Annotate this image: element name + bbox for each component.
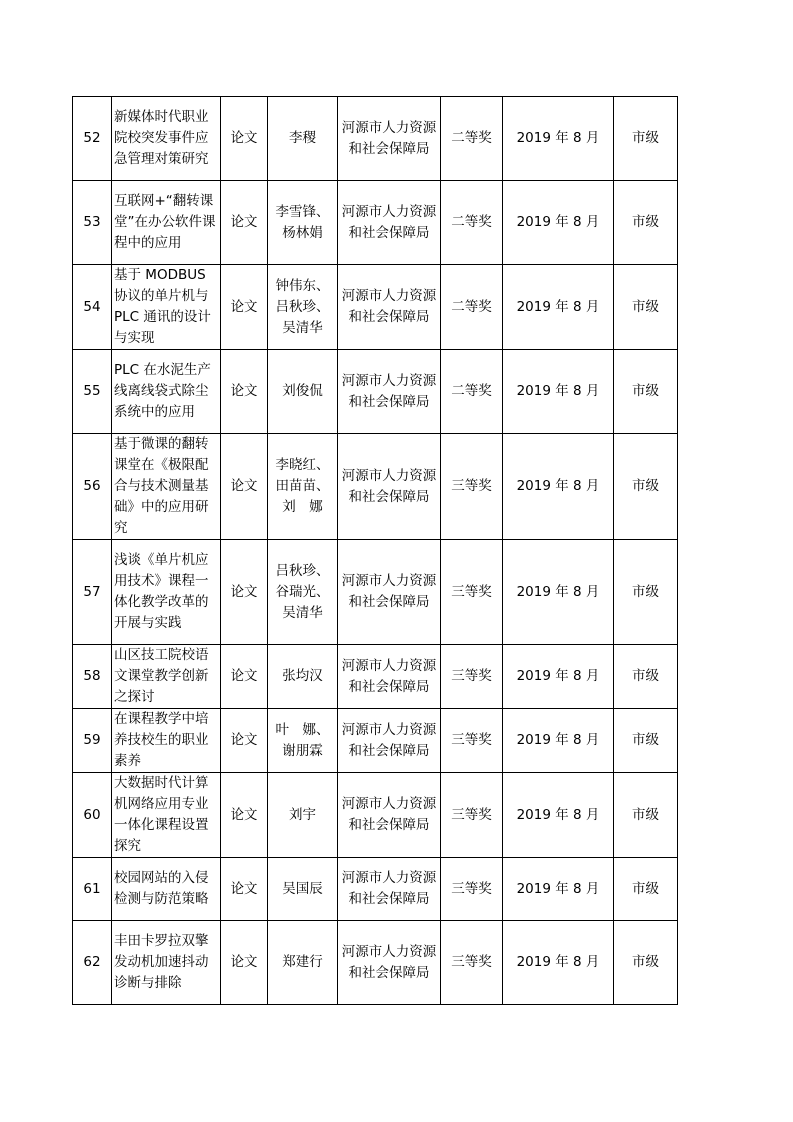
paper-title: 基于微课的翻转课堂在《极限配合与技术测量基础》中的应用研究 — [114, 436, 209, 536]
authors-cell — [268, 181, 338, 265]
row-number: 60 — [83, 806, 101, 823]
work-type: 论文 — [230, 214, 258, 230]
issuing-organization-cell — [338, 434, 441, 540]
paper-title-cell — [112, 265, 221, 350]
issuing-organization-cell — [338, 97, 441, 181]
paper-title-cell — [112, 645, 221, 709]
award-scope: 市级 — [632, 583, 659, 600]
work-type-cell — [221, 350, 268, 434]
table-row — [73, 540, 678, 645]
row-number-cell — [73, 921, 112, 1005]
award-scope-cell — [614, 265, 678, 350]
row-number-cell — [73, 181, 112, 265]
authors: 钟伟东、吕秋珍、吴清华 — [275, 277, 330, 336]
paper-title-cell — [112, 181, 221, 265]
award-date: 2019 年 8 月 — [516, 130, 600, 146]
award-date-cell — [503, 858, 614, 921]
issuing-organization: 河源市人力资源和社会保障局 — [341, 796, 437, 833]
issuing-organization: 河源市人力资源和社会保障局 — [341, 467, 437, 505]
work-type-cell — [221, 181, 268, 265]
row-number: 62 — [83, 954, 101, 970]
issuing-organization-cell — [338, 265, 441, 350]
award-date-cell — [503, 709, 614, 773]
authors: 刘宇 — [289, 806, 316, 823]
award-date-cell — [503, 97, 614, 181]
authors-cell — [268, 645, 338, 709]
award-scope-cell — [614, 181, 678, 265]
paper-title: 山区技工院校语文课堂教学创新之探讨 — [114, 647, 209, 705]
work-type: 论文 — [230, 732, 258, 748]
authors: 李晓红、田苗苗、刘 娜 — [275, 457, 330, 515]
row-number-cell — [73, 645, 112, 709]
paper-title: 在课程教学中培养技校生的职业素养 — [114, 711, 209, 769]
paper-title-cell — [112, 97, 221, 181]
issuing-organization-cell — [338, 540, 441, 645]
award-scope-cell — [614, 350, 678, 434]
issuing-organization: 河源市人力资源和社会保障局 — [341, 573, 437, 610]
award-date-cell — [503, 773, 614, 858]
authors: 张均汉 — [282, 668, 323, 684]
authors-cell — [268, 773, 338, 858]
award-level: 三等奖 — [451, 732, 492, 748]
award-scope-cell — [614, 540, 678, 645]
awards-table-body — [73, 97, 678, 1005]
award-level: 三等奖 — [451, 583, 492, 600]
award-level-cell — [441, 434, 503, 540]
award-scope-cell — [614, 97, 678, 181]
work-type-cell — [221, 858, 268, 921]
award-level: 三等奖 — [451, 880, 492, 897]
row-number-cell — [73, 350, 112, 434]
award-date: 2019 年 8 月 — [516, 383, 600, 399]
issuing-organization-cell — [338, 773, 441, 858]
award-date-cell — [503, 181, 614, 265]
award-date: 2019 年 8 月 — [516, 806, 600, 823]
award-level-cell — [441, 540, 503, 645]
award-date: 2019 年 8 月 — [516, 954, 600, 970]
authors: 叶 娜、谢朋霖 — [275, 721, 330, 759]
award-level: 二等奖 — [451, 298, 492, 315]
row-number-cell — [73, 540, 112, 645]
authors: 吴国辰 — [282, 880, 323, 897]
issuing-organization: 河源市人力资源和社会保障局 — [341, 372, 437, 410]
paper-title: 新媒体时代职业院校突发事件应急管理对策研究 — [114, 109, 209, 167]
award-scope: 市级 — [632, 478, 659, 494]
award-date-cell — [503, 645, 614, 709]
award-level: 二等奖 — [451, 383, 492, 399]
work-type-cell — [221, 265, 268, 350]
table-row — [73, 181, 678, 265]
authors: 吕秋珍、谷瑞光、吴清华 — [275, 562, 330, 621]
award-scope: 市级 — [632, 732, 659, 748]
award-level-cell — [441, 773, 503, 858]
table-row — [73, 709, 678, 773]
award-date-cell — [503, 921, 614, 1005]
work-type-cell — [221, 540, 268, 645]
issuing-organization: 河源市人力资源和社会保障局 — [341, 943, 437, 981]
work-type: 论文 — [230, 298, 258, 315]
work-type: 论文 — [230, 583, 258, 600]
award-level-cell — [441, 858, 503, 921]
paper-title-cell — [112, 709, 221, 773]
work-type-cell — [221, 773, 268, 858]
authors: 刘俊侃 — [282, 383, 323, 399]
award-level: 二等奖 — [451, 214, 492, 230]
table-row — [73, 858, 678, 921]
paper-title-cell — [112, 350, 221, 434]
award-level: 二等奖 — [451, 130, 492, 146]
award-date-cell — [503, 434, 614, 540]
row-number-cell — [73, 709, 112, 773]
award-date: 2019 年 8 月 — [516, 732, 600, 748]
award-level-cell — [441, 921, 503, 1005]
issuing-organization: 河源市人力资源和社会保障局 — [341, 657, 437, 695]
award-scope-cell — [614, 773, 678, 858]
row-number: 53 — [83, 214, 101, 230]
paper-title-cell — [112, 434, 221, 540]
issuing-organization-cell — [338, 858, 441, 921]
award-date-cell — [503, 540, 614, 645]
work-type-cell — [221, 709, 268, 773]
authors-cell — [268, 265, 338, 350]
award-date: 2019 年 8 月 — [516, 214, 600, 230]
award-scope: 市级 — [632, 214, 659, 230]
award-date: 2019 年 8 月 — [516, 298, 600, 315]
issuing-organization-cell — [338, 350, 441, 434]
issuing-organization: 河源市人力资源和社会保障局 — [341, 721, 437, 759]
award-date: 2019 年 8 月 — [516, 668, 600, 684]
table-row — [73, 97, 678, 181]
table-row — [73, 434, 678, 540]
award-level: 三等奖 — [451, 954, 492, 970]
issuing-organization: 河源市人力资源和社会保障局 — [341, 203, 437, 241]
award-scope-cell — [614, 709, 678, 773]
work-type: 论文 — [230, 130, 258, 146]
work-type: 论文 — [230, 954, 258, 970]
award-level: 三等奖 — [451, 806, 492, 823]
row-number: 54 — [83, 298, 101, 315]
award-level: 三等奖 — [451, 668, 492, 684]
row-number: 61 — [83, 880, 101, 897]
issuing-organization-cell — [338, 181, 441, 265]
awards-table — [72, 96, 678, 1005]
issuing-organization: 河源市人力资源和社会保障局 — [341, 870, 437, 907]
award-date: 2019 年 8 月 — [516, 583, 600, 600]
work-type-cell — [221, 645, 268, 709]
row-number: 56 — [83, 478, 101, 494]
paper-title: 浅谈《单片机应用技术》课程一体化教学改革的开展与实践 — [114, 552, 209, 631]
work-type: 论文 — [230, 806, 258, 823]
award-scope: 市级 — [632, 954, 659, 970]
work-type-cell — [221, 921, 268, 1005]
paper-title: 大数据时代计算机网络应用专业一体化课程设置探究 — [114, 775, 209, 854]
award-level-cell — [441, 350, 503, 434]
table-row — [73, 921, 678, 1005]
row-number: 57 — [83, 583, 101, 600]
award-level-cell — [441, 645, 503, 709]
work-type: 论文 — [230, 668, 258, 684]
award-date-cell — [503, 350, 614, 434]
row-number-cell — [73, 434, 112, 540]
paper-title: 丰田卡罗拉双擎发动机加速抖动诊断与排除 — [114, 933, 209, 991]
row-number-cell — [73, 773, 112, 858]
award-level-cell — [441, 709, 503, 773]
award-level-cell — [441, 265, 503, 350]
issuing-organization: 河源市人力资源和社会保障局 — [341, 119, 437, 157]
paper-title: PLC 在水泥生产线离线袋式除尘系统中的应用 — [114, 362, 211, 420]
authors-cell — [268, 97, 338, 181]
award-scope-cell — [614, 858, 678, 921]
work-type: 论文 — [230, 478, 258, 494]
authors-cell — [268, 350, 338, 434]
row-number: 59 — [83, 732, 101, 748]
row-number-cell — [73, 97, 112, 181]
row-number: 55 — [83, 383, 101, 399]
issuing-organization-cell — [338, 645, 441, 709]
award-scope: 市级 — [632, 383, 659, 399]
paper-title-cell — [112, 773, 221, 858]
issuing-organization: 河源市人力资源和社会保障局 — [341, 288, 437, 325]
award-level: 三等奖 — [451, 478, 492, 494]
award-scope-cell — [614, 921, 678, 1005]
paper-title: 基于 MODBUS 协议的单片机与 PLC 通讯的设计与实现 — [114, 267, 211, 346]
row-number-cell — [73, 858, 112, 921]
award-scope: 市级 — [632, 298, 659, 315]
authors-cell — [268, 921, 338, 1005]
row-number: 52 — [83, 130, 101, 146]
award-scope: 市级 — [632, 806, 659, 823]
authors-cell — [268, 434, 338, 540]
row-number-cell — [73, 265, 112, 350]
award-level-cell — [441, 181, 503, 265]
award-date: 2019 年 8 月 — [516, 880, 600, 897]
table-row — [73, 773, 678, 858]
award-scope: 市级 — [632, 130, 659, 146]
award-level-cell — [441, 97, 503, 181]
work-type-cell — [221, 97, 268, 181]
paper-title-cell — [112, 858, 221, 921]
issuing-organization-cell — [338, 709, 441, 773]
paper-title-cell — [112, 921, 221, 1005]
table-row — [73, 350, 678, 434]
authors-cell — [268, 540, 338, 645]
award-scope-cell — [614, 434, 678, 540]
authors: 郑建行 — [282, 954, 323, 970]
authors-cell — [268, 709, 338, 773]
paper-title: 互联网+“翻转课堂”在办公软件课程中的应用 — [114, 193, 216, 251]
award-scope-cell — [614, 645, 678, 709]
work-type: 论文 — [230, 383, 258, 399]
paper-title: 校园网站的入侵检测与防范策略 — [114, 870, 209, 907]
work-type: 论文 — [230, 880, 258, 897]
award-scope: 市级 — [632, 880, 659, 897]
issuing-organization-cell — [338, 921, 441, 1005]
paper-title-cell — [112, 540, 221, 645]
work-type-cell — [221, 434, 268, 540]
award-date: 2019 年 8 月 — [516, 478, 600, 494]
authors: 李稷 — [289, 130, 316, 146]
row-number: 58 — [83, 668, 101, 684]
award-date-cell — [503, 265, 614, 350]
authors: 李雪锋、杨林娟 — [275, 203, 330, 241]
table-row — [73, 265, 678, 350]
table-row — [73, 645, 678, 709]
authors-cell — [268, 858, 338, 921]
award-scope: 市级 — [632, 668, 659, 684]
